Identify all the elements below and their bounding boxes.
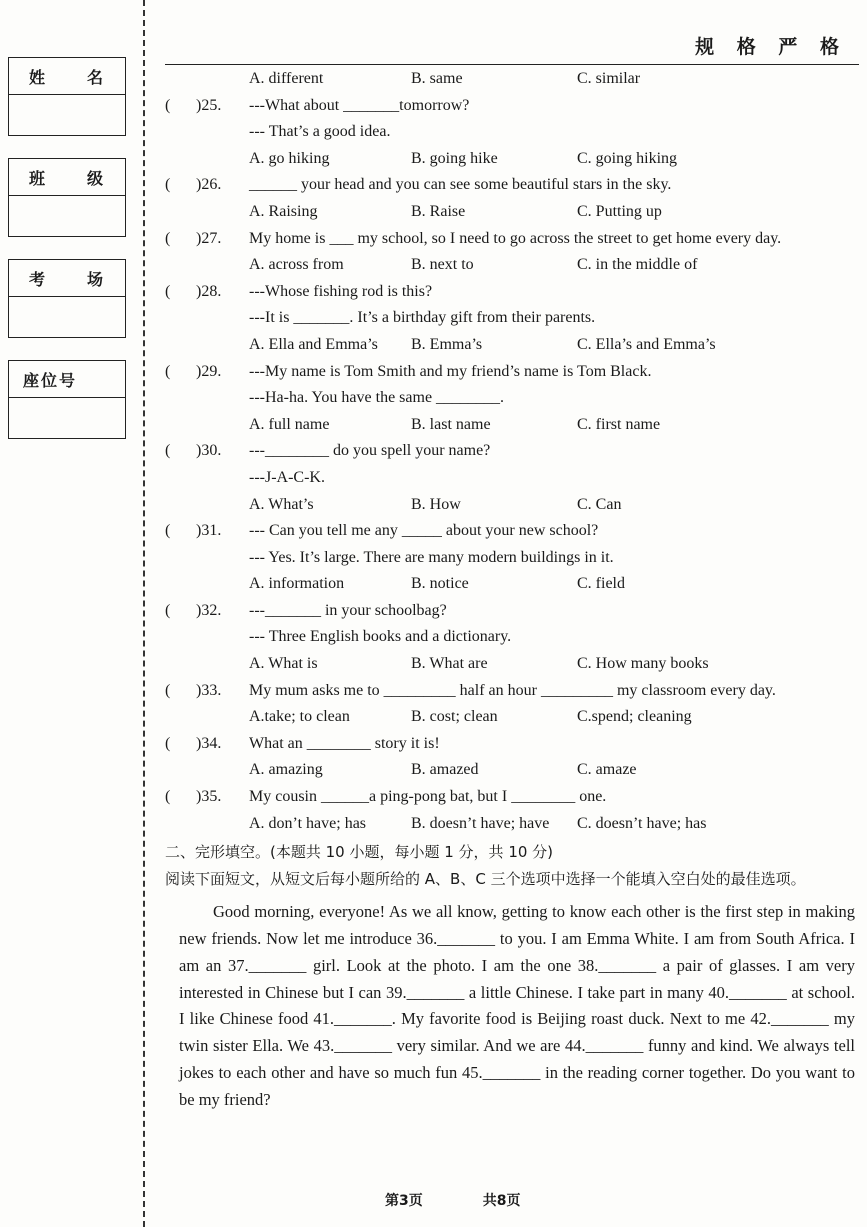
field-label-left: 考 xyxy=(28,269,47,289)
exam-room-field xyxy=(8,259,126,338)
answer-bracket[interactable]: ( xyxy=(165,681,171,699)
question-line xyxy=(165,279,855,306)
options-row xyxy=(165,332,855,359)
question-text: What an ________ story it is! xyxy=(249,734,440,752)
answer-bracket[interactable]: ( xyxy=(165,442,171,460)
option-c: C. field xyxy=(577,575,625,593)
option-c: C. first name xyxy=(577,415,661,433)
question-text: ---What about _______tomorrow? xyxy=(249,96,470,114)
option-b: B. How xyxy=(411,495,461,513)
option-b: B. Raise xyxy=(411,202,466,220)
page-footer xyxy=(385,1190,521,1210)
field-label-right: 场 xyxy=(86,269,105,289)
option-b: B. cost; clean xyxy=(411,708,498,726)
field-label-left: 座位号 xyxy=(23,370,78,390)
option-a: A. amazing xyxy=(249,761,323,779)
question-line xyxy=(165,119,855,146)
question-line xyxy=(165,545,855,572)
question-line xyxy=(165,172,855,199)
question-text: --- Yes. It’s large. There are many modern buildings in it. xyxy=(249,548,614,566)
option-a: A. different xyxy=(249,70,324,87)
question-number: )31. xyxy=(196,522,222,540)
option-b: B. same xyxy=(411,70,463,87)
question-line xyxy=(165,465,855,492)
question-text: My home is ___ my school, so I need to go across the street to get home every day. xyxy=(249,229,782,247)
option-c: C.spend; cleaning xyxy=(577,708,692,726)
answer-bracket[interactable]: ( xyxy=(165,522,171,540)
option-c: C. How many books xyxy=(577,655,709,673)
options-row xyxy=(165,252,855,279)
options-row xyxy=(165,492,855,519)
options-row xyxy=(165,412,855,439)
question-text: ---J-A-C-K. xyxy=(249,468,325,486)
field-label-left: 班 xyxy=(28,168,47,188)
name-field xyxy=(8,57,126,136)
question-line xyxy=(165,305,855,332)
question-line xyxy=(165,624,855,651)
question-text: ---Whose fishing rod is this? xyxy=(249,282,433,300)
question-number: )30. xyxy=(196,442,222,460)
question-number: )25. xyxy=(196,96,222,114)
answer-bracket[interactable]: ( xyxy=(165,282,171,300)
option-c: C. going hiking xyxy=(577,149,678,167)
question-line xyxy=(165,93,855,120)
page-header-title: 规 格 严 格 xyxy=(695,36,847,58)
option-a: A. don’t have; has xyxy=(249,814,367,832)
option-c: C. Putting up xyxy=(577,202,662,220)
options-row xyxy=(165,757,855,784)
options-row xyxy=(165,66,855,93)
question-number: )33. xyxy=(196,681,222,699)
section-title: 二、完形填空。(本题共 10 小题，每小题 1 分，共 10 分) xyxy=(165,843,554,862)
question-number: )29. xyxy=(196,362,222,380)
question-text: ---It is _______. It’s a birthday gift from their parents. xyxy=(249,309,596,327)
option-a: A. What’s xyxy=(249,495,314,513)
answer-bracket[interactable]: ( xyxy=(165,362,171,380)
student-info-form xyxy=(8,57,126,461)
option-b: B. last name xyxy=(411,415,491,433)
answer-bracket[interactable]: ( xyxy=(165,734,171,752)
question-number: )35. xyxy=(196,788,222,806)
page-number: 第3页 xyxy=(385,1193,423,1209)
answer-bracket[interactable]: ( xyxy=(165,788,171,806)
question-number: )26. xyxy=(196,176,222,194)
answer-bracket[interactable]: ( xyxy=(165,229,171,247)
option-c: C. in the middle of xyxy=(577,256,698,274)
option-a: A. Ella and Emma’s xyxy=(249,335,378,353)
question-text: My mum asks me to _________ half an hour _________ my classroom every day. xyxy=(249,681,776,699)
option-b: B. doesn’t have; have xyxy=(411,814,550,832)
options-row xyxy=(165,571,855,598)
name-blank[interactable] xyxy=(9,95,125,135)
field-label-right: 名 xyxy=(86,67,105,87)
option-c: C. Can xyxy=(577,495,622,513)
option-c: C. amaze xyxy=(577,761,637,779)
question-text: ---My name is Tom Smith and my friend’s name is Tom Black. xyxy=(249,362,652,380)
option-c: C. doesn’t have; has xyxy=(577,814,707,832)
question-text: ---________ do you spell your name? xyxy=(249,442,491,460)
question-line xyxy=(165,598,855,625)
question-number: )32. xyxy=(196,601,222,619)
answer-bracket[interactable]: ( xyxy=(165,601,171,619)
question-text: ---_______ in your schoolbag? xyxy=(249,601,447,619)
binding-dashed-line xyxy=(143,0,145,1227)
option-a: A.take; to clean xyxy=(249,708,350,726)
question-text: ______ your head and you can see some beautiful stars in the sky. xyxy=(249,176,672,194)
question-text: ---Ha-ha. You have the same ________. xyxy=(249,389,505,407)
options-row xyxy=(165,199,855,226)
options-row xyxy=(165,811,855,838)
option-c: C. similar xyxy=(577,70,641,87)
option-a: A. full name xyxy=(249,415,330,433)
question-line xyxy=(165,226,855,253)
question-line xyxy=(165,438,855,465)
exam-room-blank[interactable] xyxy=(9,297,125,337)
answer-bracket[interactable]: ( xyxy=(165,176,171,194)
exam-content xyxy=(165,66,855,1114)
option-a: A. across from xyxy=(249,256,344,274)
option-a: A. What is xyxy=(249,655,318,673)
question-text: --- That’s a good idea. xyxy=(249,123,391,141)
question-line xyxy=(165,678,855,705)
header-divider xyxy=(165,64,859,65)
options-row xyxy=(165,651,855,678)
option-b: B. going hike xyxy=(411,149,498,167)
question-number: )34. xyxy=(196,734,222,752)
question-number: )27. xyxy=(196,229,222,247)
option-a: A. go hiking xyxy=(249,149,330,167)
option-b: B. notice xyxy=(411,575,469,593)
options-row xyxy=(165,704,855,731)
question-text: --- Can you tell me any _____ about your new school? xyxy=(249,522,599,540)
question-list xyxy=(165,93,855,838)
option-a: A. information xyxy=(249,575,345,593)
seat-number-blank[interactable] xyxy=(9,398,125,438)
option-b: B. What are xyxy=(411,655,488,673)
total-pages: 共8页 xyxy=(482,1193,521,1209)
cloze-passage: Good morning, everyone! As we all know, getting to know each other is the first step in making new friends. Now let me introduce 36._______ to you. I am Emma White. I am from South Africa. I am an 37._______ girl. Look at the photo. I am the one 38._______ a pair of glasses. I am very interested in Chinese but I can 39._______ a little Chinese. I take part in many 40._______ at school. I like Chinese food 41._______. My favorite food is Beijing roast duck. Next to me 42._______ my twin sister Ella. We 43._______ very similar. And we are 44._______ funny and kind. We always tell jokes to each other and have so much fun 45._______ in the reading corner together. Do you want to be my friend? xyxy=(179,902,855,1109)
section-instruction: 阅读下面短文，从短文后每小题所给的 A、B、C 三个选项中选择一个能填入空白处的最佳选项。 xyxy=(165,870,806,889)
option-b: B. amazed xyxy=(411,761,479,779)
seat-number-field xyxy=(8,360,126,439)
question-text: My cousin ______a ping-pong bat, but I ________ one. xyxy=(249,788,607,806)
question-line xyxy=(165,731,855,758)
option-c: C. Ella’s and Emma’s xyxy=(577,335,716,353)
field-label-left: 姓 xyxy=(28,67,47,87)
question-text: --- Three English books and a dictionary. xyxy=(249,628,512,646)
option-b: B. Emma’s xyxy=(411,335,483,353)
field-label-right: 级 xyxy=(86,168,105,188)
question-number: )28. xyxy=(196,282,222,300)
question-line xyxy=(165,385,855,412)
class-blank[interactable] xyxy=(9,196,125,236)
class-field xyxy=(8,158,126,237)
options-row xyxy=(165,146,855,173)
option-b: B. next to xyxy=(411,256,474,274)
question-line xyxy=(165,518,855,545)
option-a: A. Raising xyxy=(249,202,318,220)
answer-bracket[interactable]: ( xyxy=(165,96,171,114)
question-line xyxy=(165,784,855,811)
question-line xyxy=(165,359,855,386)
